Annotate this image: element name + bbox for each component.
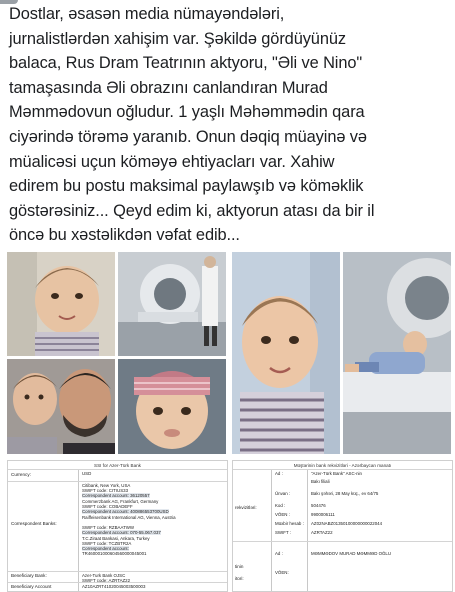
doc-row: Correspondent account: 36120557 [82, 493, 150, 498]
row-value: Bakı şəhəri, 28 May küç., ev 64/75 [311, 491, 379, 496]
row-label: Ünvan : [275, 491, 291, 496]
doc-title: SSI for Azer-Türk Bank [94, 463, 141, 468]
row-value: Bakı filiali [311, 479, 330, 484]
side-label: itori: [235, 576, 244, 581]
doc-row: AZ10AZRT41020045003500003 [82, 584, 146, 589]
doc-row: Correspondent account: 070-55.067.037 [82, 530, 161, 535]
row-label: VÖEN : [275, 512, 290, 517]
divider [233, 469, 452, 470]
divider [233, 541, 452, 542]
doc-row: SWIFT code: RZBAATWW [82, 525, 135, 530]
beneficiary-account-label: Beneficiary Account [11, 584, 52, 589]
post-text: Dostlar, əsasən media nümayəndələri, jurnalistlərdən xahişim var. Şəkildə gördüyünüz balaca, Rus Dram Teatrının aktyoru, "Əli ve Nino" tamaşasında Əli obrazını canlandıran Murad Məmmədovun oğludur. 1 yaşlı Məhəmmədin qara ciyərində törəmə yaranıb. Onun dəqiq müayinə və müalicəsi uçun köməyə ehtiyacları var. Xahiw edirem bu postu maksimal paylawşıb və köməklik göstərəsiniz... Qeyd edim ki, aktyorun atası da bir il öncə bu xəstəlikdən vəfat edib... [9, 5, 375, 245]
row-value: AZRTAZ22 [311, 530, 333, 535]
bank-details-azn-document [232, 460, 453, 592]
row-value: AZ02NABZ01350100000000022044 [311, 521, 383, 526]
doc-title: Müştərinin bank rekvizitləri - Azərbaycan manatı [293, 463, 392, 468]
divider [8, 469, 227, 470]
doc-row: SWIFT code: TCZBTR2A [82, 541, 132, 546]
doc-row: Correspondent account: [82, 546, 129, 551]
currency-value: USD [82, 471, 92, 476]
mri-scanner-photo[interactable] [118, 252, 226, 356]
correspondent-banks-label: Correspondent Banks: [11, 521, 57, 526]
divider [8, 481, 227, 482]
row-label: VÖEN: [275, 570, 289, 575]
doc-row: SWIFT code: CITIUS33 [82, 488, 129, 493]
side-label: rekvizitləri: [235, 505, 257, 510]
divider [271, 469, 272, 591]
currency-label: Currency: [11, 472, 31, 477]
doc-row: Commerzbank AG, Frankfurt, Germany [82, 499, 159, 504]
row-value: MƏMMƏDOV MURAD MƏMMƏD OĞLU [311, 551, 392, 556]
bank-details-usd-document [7, 460, 228, 592]
row-label: SWIFT : [275, 530, 292, 535]
child-face-photo[interactable] [7, 252, 115, 356]
doc-row: SWIFT code: COBADEFF [82, 504, 133, 509]
child-in-scanner-photo[interactable] [343, 252, 451, 454]
divider [8, 571, 227, 572]
doc-row: T.C.Ziraat Bankasi, Ankara, Turkey [82, 536, 150, 541]
doc-row: Correspondent account: 400886553700USD [82, 509, 169, 514]
divider [307, 469, 308, 591]
row-label: Müxbir hesab : [275, 521, 304, 526]
row-value: 504476 [311, 503, 326, 508]
row-value: 9900006111 [311, 512, 335, 517]
divider [78, 469, 79, 591]
row-label: Kod : [275, 503, 286, 508]
row-label: Ad : [275, 471, 283, 476]
doc-row: Citibank, New York, USA [82, 483, 131, 488]
side-label: tinin [235, 564, 244, 569]
child-large-photo[interactable] [232, 252, 340, 454]
row-value: "Azer-Türk Bank" ASC-nin [311, 471, 362, 476]
doc-row: SWIFT code: AZRTAZ22 [82, 578, 131, 583]
father-child-photo[interactable] [7, 359, 115, 454]
doc-row: Raiffeisenbank International AG, Vienna, Austria [82, 515, 176, 520]
doc-row: Azer-Turk Bank OJSC [82, 573, 126, 578]
child-hat-photo[interactable] [118, 359, 226, 454]
row-label: Ad : [275, 551, 283, 556]
beneficiary-bank-label: Beneficiary Bank: [11, 573, 47, 578]
doc-row: TR460001000604560000045001 [82, 551, 147, 556]
